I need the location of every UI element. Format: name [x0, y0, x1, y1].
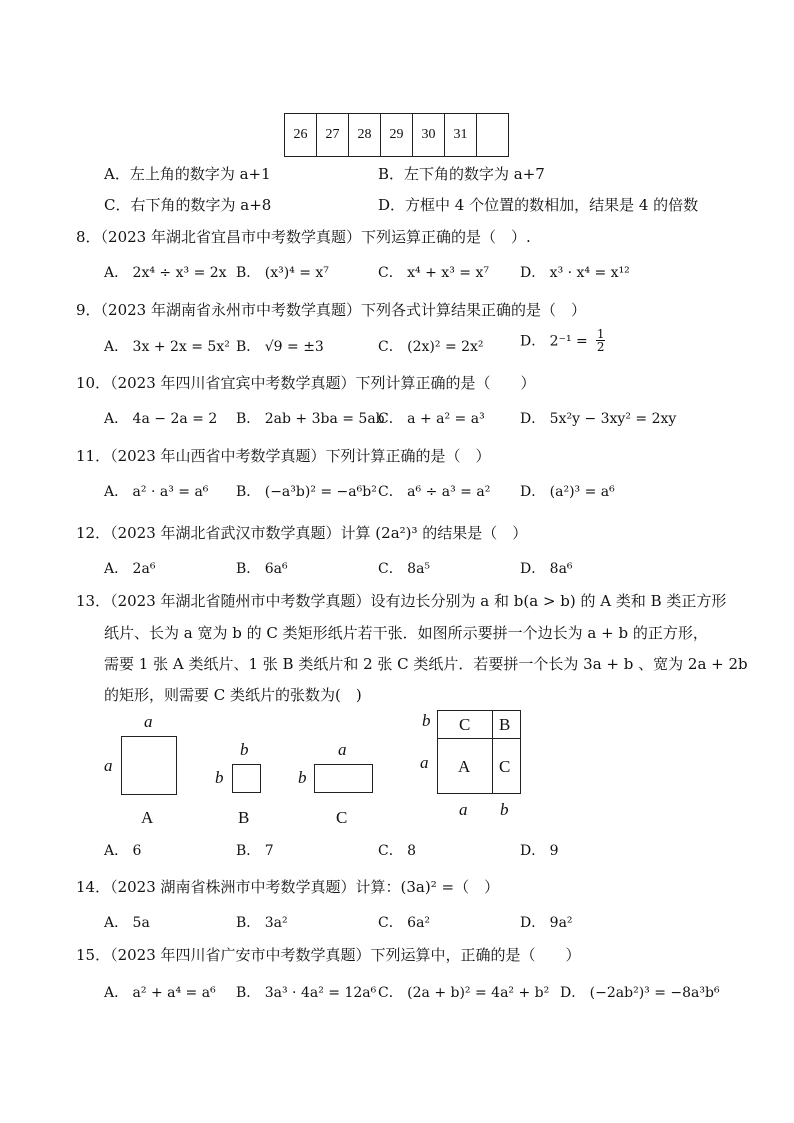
number-grid: [284, 113, 509, 157]
q10-stem: 10．（2023 年四川省宜宾中考数学真题）下列计算正确的是（ ）: [76, 374, 536, 392]
q15-option-d: D． (−2ab²)³ = −8a³b⁶: [560, 985, 720, 1001]
composite-bottom-label-b: b: [500, 800, 509, 819]
q12-option-b: B． 6a⁶: [236, 561, 288, 577]
square-b-caption: B: [238, 808, 250, 827]
q7-option-a: A．左上角的数字为 a+1: [104, 165, 271, 183]
grid-cell: 29: [381, 114, 413, 156]
q9-stem: 9．（2023 年湖南省永州市中考数学真题）下列各式计算结果正确的是（ ）: [76, 301, 586, 319]
q15-option-c: C． (2a + b)² = 4a² + b²: [378, 985, 550, 1001]
square-a-top-label: a: [144, 712, 153, 731]
square-b-top-label: b: [240, 740, 249, 759]
q13-stem-line4: 的矩形，则需要 C 类纸片的张数为( ): [104, 686, 362, 704]
q14-option-a: A． 5a: [104, 915, 150, 931]
grid-cell-empty: [477, 114, 508, 156]
q11-option-b: B． (−a³b)² = −a⁶b²: [236, 484, 377, 500]
composite-horizontal-divider: [438, 738, 520, 739]
rect-c-caption: C: [336, 808, 348, 827]
q14-option-b: B． 3a²: [236, 915, 288, 931]
fraction: [596, 328, 605, 353]
composite-bottom-label-a: a: [459, 800, 468, 819]
q14-option-c: C． 6a²: [378, 915, 431, 931]
q10-option-c: C． a + a² = a³: [378, 411, 485, 427]
rect-c-side-label: b: [298, 768, 307, 787]
grid-cell: 28: [349, 114, 381, 156]
composite-cell-a: A: [458, 757, 471, 776]
q9-option-d-prefix: D． 2⁻¹ =: [520, 333, 588, 350]
composite-square: [437, 710, 521, 794]
q12-stem: 12．（2023 年湖北省武汉市数学真题）计算 (2a²)³ 的结果是（ ）: [76, 524, 528, 542]
q9-option-b: B． √9 = ±3: [236, 339, 324, 355]
q9-option-d: [520, 328, 605, 353]
q11-stem: 11．（2023 年山西省中考数学真题）下列计算正确的是（ ）: [76, 447, 491, 465]
composite-side-label-a: a: [420, 753, 429, 772]
q13-option-a: A． 6: [104, 843, 142, 859]
composite-cell-c-top: C: [459, 715, 471, 734]
q14-option-d: D． 9a²: [520, 915, 573, 931]
fraction-numerator: 1: [596, 327, 605, 341]
q9-option-a: A． 3x + 2x = 5x²: [104, 339, 230, 355]
composite-vertical-divider: [492, 711, 493, 793]
q13-stem-line2: 纸片、长为 a 宽为 b 的 C 类矩形纸片若干张．如图所示要拼一个边长为 a + b 的正方形，: [104, 624, 708, 642]
q14-stem: 14．（2023 湖南省株洲市中考数学真题）计算：(3a)² =（ ）: [76, 878, 500, 896]
composite-side-label-b: b: [422, 711, 431, 730]
fraction-denominator: 2: [596, 340, 605, 354]
q10-option-b: B． 2ab + 3ba = 5ab: [236, 411, 385, 427]
q15-option-a: A． a² + a⁴ = a⁶: [104, 985, 216, 1001]
q13-option-b: B． 7: [236, 843, 274, 859]
q13-option-c: C． 8: [378, 843, 417, 859]
q13-option-d: D． 9: [520, 843, 559, 859]
q10-option-a: A． 4a − 2a = 2: [104, 411, 218, 427]
grid-cell: 30: [413, 114, 445, 156]
q8-option-b: B． (x³)⁴ = x⁷: [236, 265, 329, 281]
q11-option-c: C． a⁶ ÷ a³ = a²: [378, 484, 491, 500]
q8-option-c: C． x⁴ + x³ = x⁷: [378, 265, 489, 281]
square-b-shape: [232, 764, 261, 793]
square-b-side-label: b: [215, 768, 224, 787]
q12-option-c: C． 8a⁵: [378, 561, 431, 577]
q12-option-a: A． 2a⁶: [104, 561, 156, 577]
q7-option-b: B．左下角的数字为 a+7: [378, 165, 545, 183]
q13-stem-line1: 13．（2023 年湖北省随州市中考数学真题）设有边长分别为 a 和 b(a > b) 的 A 类和 B 类正方形: [76, 592, 727, 610]
q15-stem: 15．（2023 年四川省广安市中考数学真题）下列运算中，正确的是（ ）: [76, 946, 581, 964]
q12-option-d: D． 8a⁶: [520, 561, 573, 577]
rect-c-top-label: a: [338, 740, 347, 759]
composite-cell-c-right: C: [499, 757, 511, 776]
q8-stem: 8．（2023 年湖北省宜昌市中考数学真题）下列运算正确的是（ ）.: [76, 228, 531, 246]
q10-option-d: D． 5x²y − 3xy² = 2xy: [520, 411, 677, 427]
composite-cell-b: B: [499, 715, 511, 734]
q7-option-c: C．右下角的数字为 a+8: [104, 196, 272, 214]
grid-cell: 27: [317, 114, 349, 156]
q8-option-d: D． x³ · x⁴ = x¹²: [520, 265, 630, 281]
q13-stem-line3: 需要 1 张 A 类纸片、1 张 B 类纸片和 2 张 C 类纸片．若要拼一个长为 3a + b 、宽为 2a + 2b: [104, 655, 748, 673]
square-a-side-label: a: [104, 756, 113, 775]
q8-option-a: A． 2x⁴ ÷ x³ = 2x: [104, 265, 227, 281]
rect-c-shape: [314, 764, 373, 793]
q7-option-d: D．方框中 4 个位置的数相加，结果是 4 的倍数: [378, 196, 699, 214]
grid-cell: 26: [285, 114, 317, 156]
q11-option-d: D． (a²)³ = a⁶: [520, 484, 615, 500]
square-a-shape: [121, 736, 177, 795]
square-a-caption: A: [141, 808, 154, 827]
grid-cell: 31: [445, 114, 477, 156]
q15-option-b: B． 3a³ · 4a² = 12a⁶: [236, 985, 377, 1001]
q11-option-a: A． a² · a³ = a⁶: [104, 484, 209, 500]
q9-option-c: C． (2x)² = 2x²: [378, 339, 484, 355]
